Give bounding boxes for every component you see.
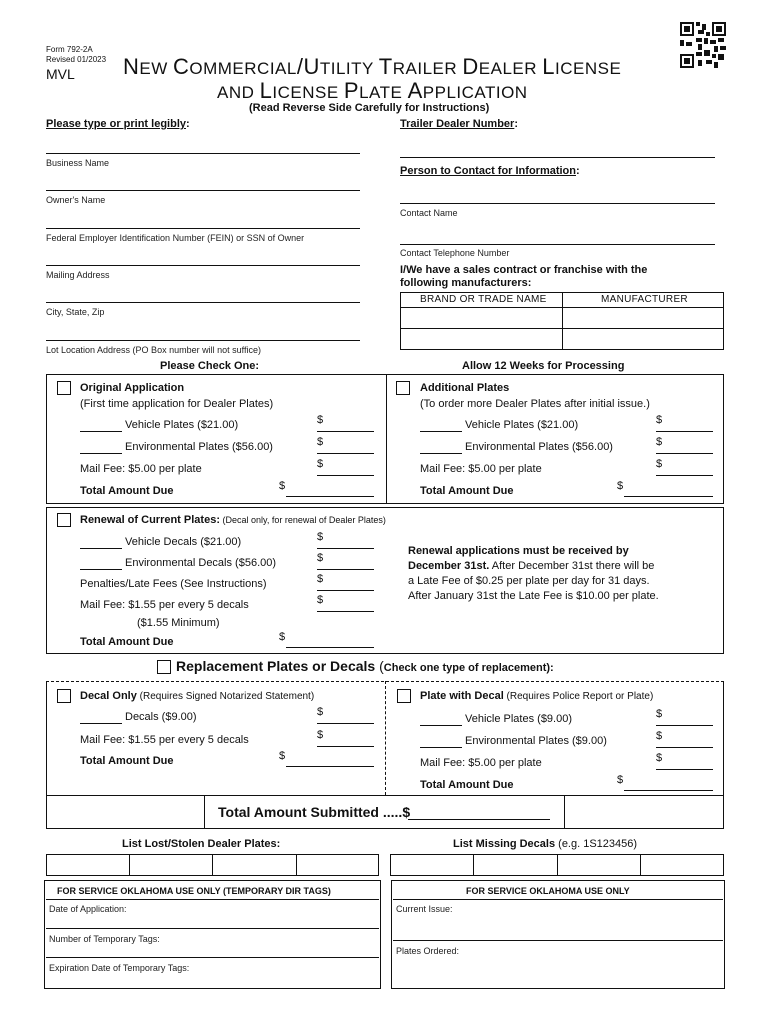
contract-text-2: following manufacturers: [400,277,532,289]
additional-subtitle: (To order more Dealer Plates after initial issue.) [420,398,650,410]
original-environmental-amount[interactable] [317,442,374,454]
lost-plate-cell-1[interactable] [47,855,128,875]
original-environmental-qty[interactable] [80,442,122,454]
additional-plates-checkbox[interactable] [396,381,410,395]
currency-symbol: $ [656,708,663,720]
plate-with-decal-checkbox[interactable] [397,689,411,703]
total-submitted-label: Total Amount Submitted .....$ [218,804,411,820]
agency-code: MVL [46,66,75,82]
decal-only-title: Decal Only (Requires Signed Notarized Statement) [80,690,315,702]
missing-decal-cell-3[interactable] [558,855,639,875]
decal-only-qty[interactable] [80,712,122,724]
expiration-date-label: Expiration Date of Temporary Tags: [49,963,190,973]
form-subtitle: (Read Reverse Side Carefully for Instructions) [249,102,490,114]
original-subtitle: (First time application for Dealer Plates) [80,398,274,410]
lot-location-line[interactable] [46,340,360,341]
service-left-divider [46,928,379,929]
print-instruction: Please type or print legibly: [46,118,190,130]
renewal-environmental-label: Environmental Decals ($56.00) [125,557,277,569]
total-submitted-amount[interactable] [408,808,550,820]
brand-cell-2[interactable] [401,329,561,349]
decal-only-decals-label: Decals ($9.00) [125,711,197,723]
check-one-heading: Please Check One: [160,360,260,372]
owners-name-line[interactable] [46,190,360,191]
contract-text-1: I/We have a sales contract or franchise with the [400,264,648,276]
additional-mail-fee: Mail Fee: $5.00 per plate [420,463,542,475]
decal-only-total-label: Total Amount Due [80,755,174,767]
processing-notice: Allow 12 Weeks for Processing [462,360,625,372]
renewal-vehicle-qty[interactable] [80,537,122,549]
decal-only-checkbox[interactable] [57,689,71,703]
renewal-note-line3: a Late Fee of $0.25 per plate per day for 31 days. [408,575,650,587]
renewal-total-label: Total Amount Due [80,636,174,648]
replacement-divider [385,681,386,795]
additional-mail-fee-amount[interactable] [656,464,713,476]
currency-symbol: $ [279,750,286,762]
currency-symbol: $ [317,729,324,741]
currency-symbol: $ [317,414,324,426]
currency-symbol: $ [656,730,663,742]
currency-symbol: $ [317,531,324,543]
plate-with-decal-total-amount[interactable] [624,779,713,791]
original-title: Original Application [80,382,185,394]
manufacturer-cell-2[interactable] [563,329,723,349]
lost-plate-cell-2[interactable] [130,855,211,875]
qr-code-icon [680,22,726,68]
lot-location-label: Lot Location Address (PO Box number will not suffice) [46,345,261,355]
plate-with-decal-mail-fee: Mail Fee: $5.00 per plate [420,757,542,769]
additional-vehicle-label: Vehicle Plates ($21.00) [465,419,579,431]
currency-symbol: $ [317,706,324,718]
form-title-line1: NEW COMMERCIAL/UTILITY TRAILER DEALER LICENSE [123,54,622,79]
owners-name-label: Owner's Name [46,195,106,205]
plate-with-decal-vehicle-qty[interactable] [420,714,462,726]
original-vehicle-qty[interactable] [80,420,122,432]
original-vehicle-amount[interactable] [317,420,374,432]
current-issue-label: Current Issue: [396,904,453,914]
currency-symbol: $ [617,774,624,786]
currency-symbol: $ [617,480,624,492]
renewal-mail-fee: Mail Fee: $1.55 per every 5 decals [80,599,249,611]
currency-symbol: $ [279,631,286,643]
contact-name-label: Contact Name [400,208,458,218]
currency-symbol: $ [656,458,663,470]
plates-ordered-label: Plates Ordered: [396,946,460,956]
plate-with-decal-environmental-amount[interactable] [656,736,713,748]
service-right-divider [393,899,723,900]
decal-only-amount[interactable] [317,712,374,724]
number-of-tags-label: Number of Temporary Tags: [49,934,160,944]
section-divider [386,374,387,504]
plate-with-decal-total-label: Total Amount Due [420,779,514,791]
additional-total-amount[interactable] [624,485,713,497]
contact-name-line[interactable] [400,203,715,204]
additional-environmental-label: Environmental Plates ($56.00) [465,441,613,453]
lost-plate-cell-3[interactable] [213,855,295,875]
currency-symbol: $ [656,436,663,448]
plate-with-decal-environmental-label: Environmental Plates ($9.00) [465,735,607,747]
renewal-environmental-qty[interactable] [80,558,122,570]
replacement-checkbox[interactable] [157,660,171,674]
missing-decal-cell-4[interactable] [641,855,723,875]
additional-environmental-qty[interactable] [420,442,462,454]
form-number: Form 792-2A [46,45,93,54]
mailing-address-label: Mailing Address [46,270,110,280]
currency-symbol: $ [317,458,324,470]
fein-label: Federal Employer Identification Number (FEIN) or SSN of Owner [46,233,305,243]
currency-symbol: $ [317,573,324,585]
original-application-checkbox[interactable] [57,381,71,395]
renewal-minimum: ($1.55 Minimum) [137,617,220,629]
decal-only-mail-fee: Mail Fee: $1.55 per every 5 decals [80,734,249,746]
currency-symbol: $ [317,436,324,448]
business-name-label: Business Name [46,158,110,168]
mailing-address-line[interactable] [46,265,360,266]
renewal-checkbox[interactable] [57,513,71,527]
dealer-number-label: Trailer Dealer Number: [400,118,519,130]
renewal-total-amount[interactable] [286,636,374,648]
plate-with-decal-title: Plate with Decal (Requires Police Report or Plate) [420,690,654,702]
lost-plate-cell-4[interactable] [297,855,378,875]
col-manufacturer-header: MANUFACTURER [601,294,688,305]
original-environmental-label: Environmental Plates ($56.00) [125,441,273,453]
renewal-penalties-label: Penalties/Late Fees (See Instructions) [80,578,267,590]
fein-line[interactable] [46,228,360,229]
manufacturer-cell-1[interactable] [563,308,723,327]
original-total-amount[interactable] [286,485,374,497]
section-border [723,681,724,795]
renewal-environmental-amount[interactable] [317,558,374,570]
service-right-divider [393,940,723,941]
renewal-vehicle-label: Vehicle Decals ($21.00) [125,536,242,548]
currency-symbol: $ [317,594,324,606]
additional-title: Additional Plates [420,382,510,394]
contact-heading: Person to Contact for Information: [400,165,580,177]
col-brand-header: BRAND OR TRADE NAME [420,294,547,305]
plate-with-decal-environmental-qty[interactable] [420,736,462,748]
renewal-title: Renewal of Current Plates: (Decal only, for renewal of Dealer Plates) [80,514,386,526]
original-mail-fee-amount[interactable] [317,464,374,476]
renewal-mail-fee-amount[interactable] [317,600,374,612]
plate-with-decal-vehicle-amount[interactable] [656,714,713,726]
date-of-application-label: Date of Application: [49,904,127,914]
total-divider [204,795,205,829]
renewal-penalties-amount[interactable] [317,579,374,591]
renewal-vehicle-amount[interactable] [317,537,374,549]
additional-environmental-amount[interactable] [656,442,713,454]
replacement-title: Replacement Plates or Decals (Check one type of replacement): [176,658,554,674]
lost-plates-heading: List Lost/Stolen Dealer Plates: [122,838,281,850]
service-left-title: FOR SERVICE OKLAHOMA USE ONLY (TEMPORARY DIR TAGS) [57,886,331,896]
currency-symbol: $ [656,752,663,764]
service-left-divider [46,899,379,900]
decal-only-mail-fee-amount[interactable] [317,735,374,747]
original-vehicle-label: Vehicle Plates ($21.00) [125,419,239,431]
plate-with-decal-vehicle-label: Vehicle Plates ($9.00) [465,713,573,725]
renewal-note-line2: December 31st. After December 31st there will be [408,560,655,572]
revision-date: Revised 01/2023 [46,55,107,64]
currency-symbol: $ [656,414,663,426]
plate-with-decal-mail-fee-amount[interactable] [656,758,713,770]
service-box-right [391,880,725,989]
total-divider [564,795,565,829]
brand-cell-1[interactable] [401,308,561,327]
business-name-line[interactable] [46,153,360,154]
section-border [46,681,47,795]
additional-vehicle-amount[interactable] [656,420,713,432]
service-left-divider [46,957,379,958]
original-total-label: Total Amount Due [80,485,174,497]
city-state-zip-label: City, State, Zip [46,307,105,317]
form-title-line2: AND LICENSE PLATE APPLICATION [217,78,528,103]
contact-phone-line[interactable] [400,244,715,245]
additional-vehicle-qty[interactable] [420,420,462,432]
renewal-note-line1: Renewal applications must be received by [408,545,629,557]
renewal-note-line4: After January 31st the Late Fee is $10.00 per plate. [408,590,659,602]
contact-phone-label: Contact Telephone Number [400,248,510,258]
dealer-number-line[interactable] [400,157,715,158]
service-right-title: FOR SERVICE OKLAHOMA USE ONLY [466,886,630,896]
original-mail-fee: Mail Fee: $5.00 per plate [80,463,202,475]
missing-decal-cell-2[interactable] [474,855,556,875]
decal-only-total-amount[interactable] [286,755,374,767]
city-state-zip-line[interactable] [46,302,360,303]
missing-decals-heading: List Missing Decals (e.g. 1S123456) [453,838,638,850]
missing-decal-cell-1[interactable] [391,855,472,875]
currency-symbol: $ [279,480,286,492]
currency-symbol: $ [317,552,324,564]
additional-total-label: Total Amount Due [420,485,514,497]
